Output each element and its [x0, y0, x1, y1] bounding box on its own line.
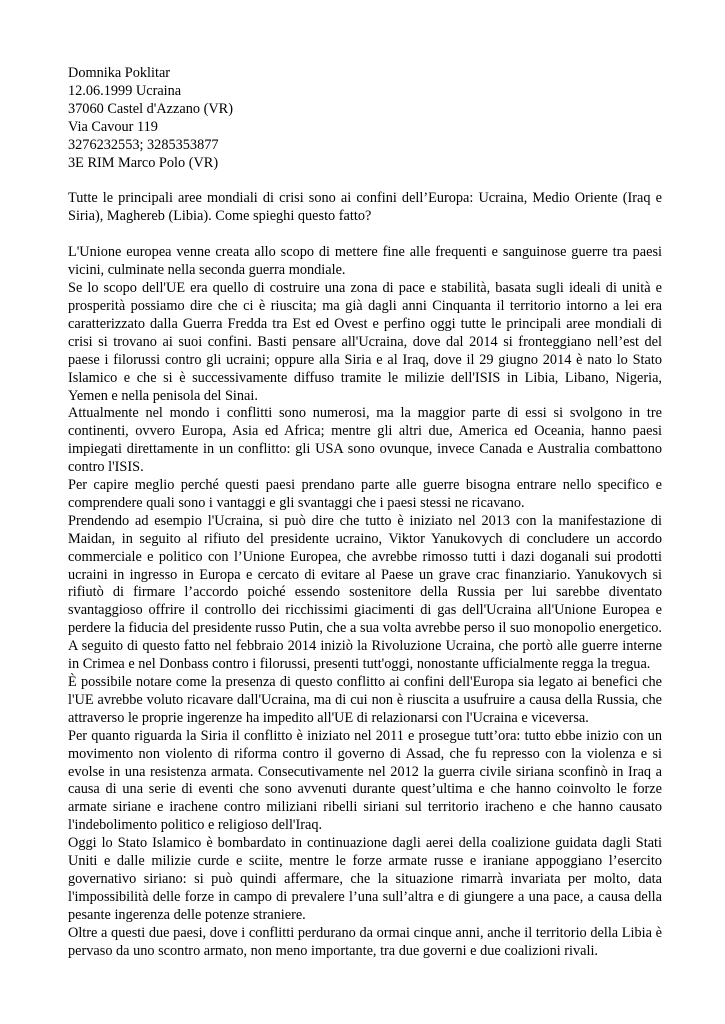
paragraph: Oggi lo Stato Islamico è bombardato in continuazione dagli aerei della coalizione guidata dagli Stati Uniti e dalle milizie curde e sciite, mentre le forze armate russe e iraniane appoggiano l’esercito governativo siriano: si può quindi affermare, che la situazione rimarrà invariata per molto, data l'impossibilità delle forze in campo di prevalere l’una sull’altra e di giungere a una pace, a causa della pesante ingerenza delle potenze straniere.: [68, 835, 662, 923]
paragraph: Oltre a questi due paesi, dove i conflitti perdurano da ormai cinque anni, anche il territorio della Libia è pervaso da uno scontro armato, non meno importante, tra due governi e due coalizioni rivali.: [68, 924, 662, 959]
school-line: 3E RIM Marco Polo (VR): [68, 154, 219, 171]
birth-info: 12.06.1999 Ucraina: [68, 82, 182, 99]
paragraph: Per quanto riguarda la Siria il conflitto è iniziato nel 2011 e prosegue tutt’ora: tutto ebbe inizio con un movimento non violento di riforma contro il governo di Assad, che fu represso con la violenza e si evolse in una resistenza armata. Consecutivamente nel 2012 la guerra civile siriana sconfinò in Iraq a causa di una serie di eventi che sono avvenuti durante quest’ultima e che hanno coinvolto le forze armate siriane e irachene contro miliziani ribelli siriani sul territorio iracheno e che hanno causato l'indebolimento politico e religioso dell'Iraq.: [68, 727, 662, 834]
essay-question: Tutte le principali aree mondiali di crisi sono ai confini dell’Europa: Ucraina, Medio Oriente (Iraq e Siria), Maghereb (Libia). Come spieghi questo fatto?: [68, 190, 662, 225]
author-name: Domnika Poklitar: [68, 65, 171, 81]
essay-body: [68, 244, 662, 960]
phone-line: 3276232553; 3285353877: [68, 136, 219, 153]
paragraph: Per capire meglio perché questi paesi prendano parte alle guerre bisogna entrare nello specifico e comprendere quali sono i vantaggi e gli svantaggi che i paesi stessi ne ricavano.: [68, 477, 662, 511]
paragraph: Attualmente nel mondo i conflitti sono numerosi, ma la maggior parte di essi si svolgono in tre continenti, ovvero Europa, Asia ed Africa; mentre gli altri due, America ed Oceania, hanno paesi impiegati direttamente in un conflitto: gli USA sono ovunque, invece Canada e Australia combattono contro l'ISIS.: [68, 405, 662, 476]
paragraph: L'Unione europea venne creata allo scopo di mettere fine alle frequenti e sanguinose guerre tra paesi vicini, culminate nella seconda guerra mondiale.: [68, 244, 662, 279]
city-line: 37060 Castel d'Azzano (VR): [68, 100, 233, 117]
street-line: Via Cavour 119: [68, 118, 158, 135]
paragraph: Prendendo ad esempio l'Ucraina, si può dire che tutto è iniziato nel 2013 con la manifestazione di Maidan, in seguito al rifiuto del presidente ucraino, Viktor Yanukovych di concludere un accordo commerciale e politico con l’Unione Europea, che avrebbe rimosso tutti i dazi doganali sui prodotti ucraini in ingresso in Europa e cercato di evitare al Paese un grave crac finanziario. Yanukovych si rifiutò di firmare l’accordo poiché essendo sostenitore della Russia per lui sarebbe diventato svantaggioso offrire il controllo dei ricchissimi giacimenti di gas dell'Ucraina all'Unione Europea e perdere la fiducia del presidente russo Putin, che a sua volta avrebbe perso il suo monopolio energetico. A seguito di questo fatto nel febbraio 2014 iniziò la Rivoluzione Ucraina, che portò alle guerre interne in Crimea e nel Donbass contro i filorussi, presenti tutt'oggi, nonostante ufficialmente regga la tregua.: [68, 512, 662, 673]
paragraph: Se lo scopo dell'UE era quello di costruire una zona di pace e stabilità, basata sugli ideali di unità e prosperità possiamo dire che ci è riuscita; ma già dagli anni Cinquanta il territorio intorno a lei era caratterizzato dalla Guerra Fredda tra Est ed Ovest e perfino oggi tutte le principali aree mondiali di crisi si trovano ai suoi confini. Basti pensare all'Ucraina, dove dal 2014 si fronteggiano nell’est del paese i filorussi contro gli ucraini; oppure alla Siria e al Iraq, dove il 29 giugno 2014 è nato lo Stato Islamico e che si è successivamente diffuso tramite le milizie dell'ISIS in Libia, Libano, Nigeria, Yemen e nella penisola del Sinai.: [68, 280, 662, 404]
paragraph: È possibile notare come la presenza di questo conflitto ai confini dell'Europa sia legato ai benefici che l'UE avrebbe voluto ricavare dall'Ucraina, ma di cui non è riuscita a usufruire a causa della Russia, che attraverso le proprie ingerenze ha impedito all'UE di relazionarsi con l'Ucraina e viceversa.: [68, 674, 662, 726]
author-info: [68, 65, 662, 172]
